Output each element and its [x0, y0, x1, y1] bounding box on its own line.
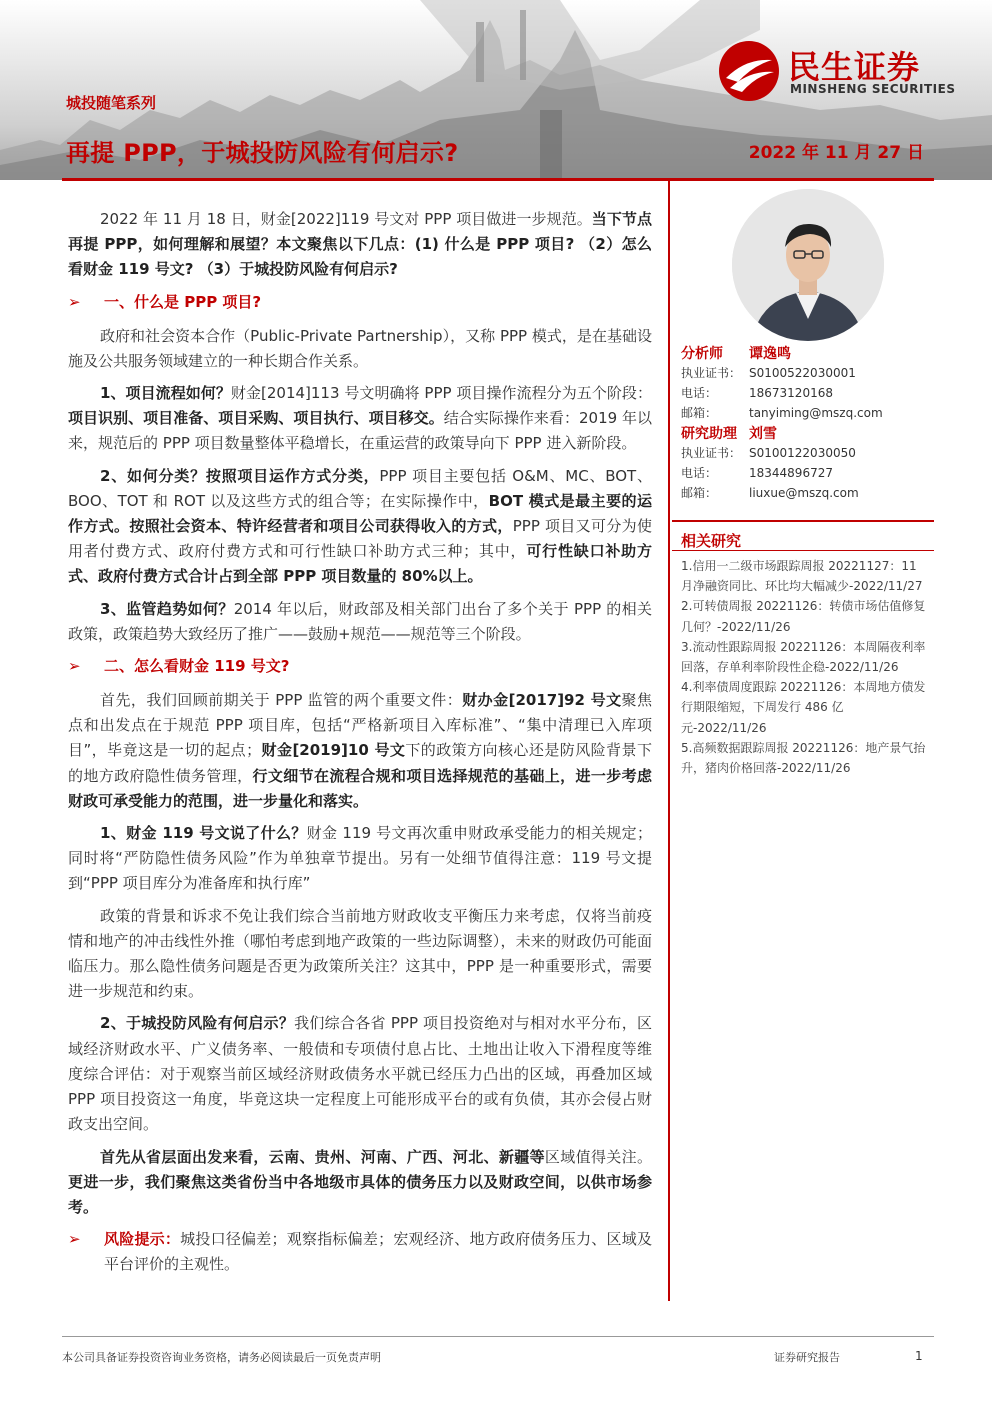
footer-disclaimer: 本公司具备证券投资咨询业务资格，请务必阅读最后一页免责声明 [62, 1351, 381, 1364]
related-item[interactable]: 3.流动性跟踪周报 20221126：本周隔夜利率回落，存单利率阶段性企稳-2022/11/26 [681, 639, 926, 675]
minsheng-logo [716, 38, 966, 108]
risk-warning: ➢ 风险提示：城投口径偏差；观察指标偏差；宏观经济、地方政府债务压力、区域及平台评价的主观性。 [68, 1227, 652, 1277]
related-item[interactable]: 2.可转债周报 20221126：转债市场估值修复几何？-2022/11/26 [681, 599, 926, 634]
analyst-1-name: 谭逸鸣 [749, 346, 791, 362]
paragraph: 2、如何分类？按照项目运作方式分类，PPP 项目主要包括 O&M、MC、BOT、BOO、TOT 和 ROT 以及这些方式的组合等；在实际操作中，BOT 模式是最主要的运作方式。按照社会资本、特许经营者和项目公司获得收入的方式，PPP 项目又可分为使用者付费方式、政府付费方式和可行性缺口补助方式三种；其中，可行性缺口补助方式、政府付费方式合计占到全部 PPP 项目数量的 80%以上。 [68, 466, 652, 586]
paragraph: 1、项目流程如何？财金[2014]113 号文明确将 PPP 项目操作流程分为五个阶段：项目识别、项目准备、项目采购、项目执行、项目移交。结合实际操作来看：2019 年以来，规范后的 PPP 项目数量整体平稳增长，在重运营的政策导向下 PPP 进入新阶段。 [68, 384, 652, 453]
logo-text-cn: 民生证券 [788, 48, 921, 86]
header-divider [62, 178, 934, 181]
arrow-bullet-icon: ➢ [68, 657, 81, 676]
analyst-1-mail-row: 邮箱： tanyiming@mszq.com [681, 406, 883, 420]
section-heading-1: ➢ 一、什么是 PPP 项目? [68, 290, 652, 315]
footer-divider [62, 1336, 934, 1337]
analyst-1-tel-row: 电话： 18673120168 [681, 386, 833, 400]
analyst-2-cert-row: 执业证书： S0100122030050 [681, 446, 856, 460]
analyst-1-cert-row: 执业证书： S0100522030001 [681, 366, 856, 380]
related-research-list [681, 556, 929, 778]
page-number: 1 [915, 1349, 923, 1363]
arrow-bullet-icon: ➢ [68, 1230, 81, 1249]
analyst-2-name: 刘雪 [749, 426, 777, 442]
related-divider [672, 520, 934, 522]
analyst-2-name-row: 研究助理 刘雪 [681, 426, 777, 442]
analyst-portrait-image [732, 189, 884, 341]
intro-paragraph: 2022 年 11 月 18 日，财金[2022]119 号文对 PPP 项目做进一步规范。当下节点再提 PPP，如何理解和展望？本文聚焦以下几点：(1) 什么是 PPP 项目? （2）怎么看财金 119 号文? （3）于城投防风险有何启示? [68, 210, 652, 279]
related-item[interactable]: 1.信用一二级市场跟踪周报 20221127：11 月净融资同比、环比均大幅减少-2022/11/27 [681, 559, 923, 594]
paragraph: 3、监管趋势如何？2014 年以后，财政部及相关部门出台了多个关于 PPP 的相关政策，政策趋势大致经历了推广——鼓励+规范——规范等三个阶段。 [68, 599, 652, 643]
analyst-1-email-link[interactable]: tanyiming@mszq.com [749, 406, 883, 420]
paragraph: 首先从省层面出发来看，云南、贵州、河南、广西、河北、新疆等区域值得关注。更进一步，我们聚焦这类省份当中各地级市具体的债务压力以及财政空间，以供市场参考。 [68, 1147, 652, 1216]
analyst-2-mail-row: 邮箱： liuxue@mszq.com [681, 486, 859, 500]
analyst-2-tel-row: 电话： 18344896727 [681, 466, 833, 480]
paragraph: 政策的背景和诉求不免让我们综合当前地方财政收支平衡压力来考虑，仅将当前疫情和地产的冲击线性外推（哪怕考虑到地产政策的一些边际调整），未来的财政仍可能面临压力。那么隐性债务问题是否更为政策所关注？这其中，PPP 是一种重要形式，需要进一步规范和约束。 [68, 906, 652, 1001]
paragraph: 政府和社会资本合作（Public-Private Partnership），又称 PPP 模式，是在基础设施及公共服务领域建立的一种长期合作关系。 [68, 326, 652, 370]
main-body [68, 207, 652, 1278]
analyst-photo [732, 189, 884, 341]
minsheng-logo-mark-icon [716, 38, 782, 104]
analyst-2-email-link[interactable]: liuxue@mszq.com [749, 486, 859, 500]
report-date: 2022 年 11 月 27 日 [748, 143, 924, 163]
section-heading-2: ➢ 二、怎么看财金 119 号文? [68, 654, 652, 679]
paragraph: 2、于城投防风险有何启示？我们综合各省 PPP 项目投资绝对与相对水平分布，区域经济财政水平、广义债务率、一般债和专项债付息占比、土地出让收入下滑程度等维度综合评估：对于观察当前区域经济财政债务水平就已经压力凸出的区域，再叠加区域 PPP 项目投资这一角度，毕竟这块一定程度上可能形成平台的或有负债，其亦会侵占财政支出空间。 [68, 1014, 652, 1134]
report-title: 再提 PPP，于城投防风险有何启示? [66, 139, 459, 167]
report-series-label: 城投随笔系列 [66, 94, 157, 112]
paragraph: 1、财金 119 号文说了什么？财金 119 号文再次重申财政承受能力的相关规定；同时将“严防隐性债务风险”作为单独章节提出。另有一处细节值得注意：119 号文提到“PPP 项目库分为准备库和执行库” [68, 824, 652, 893]
footer-report-type: 证券研究报告 [774, 1351, 840, 1364]
related-divider-thin [672, 550, 934, 551]
arrow-bullet-icon: ➢ [68, 292, 81, 311]
related-item[interactable]: 4.利率债周度跟踪 20221126：本周地方债发行期限缩短，下周发行 486 亿元-2022/11/26 [681, 680, 926, 735]
column-divider [668, 181, 670, 1301]
logo-text-en: MINSHENG SECURITIES [790, 82, 956, 96]
paragraph: 首先，我们回顾前期关于 PPP 监管的两个重要文件：财办金[2017]92 号文聚焦点和出发点在于规范 PPP 项目库，包括“严格新项目入库标准”、“集中清理已入库项目”，毕竟这是一切的起点；财金[2019]10 号文下的政策方向核心还是防风险背景下的地方政府隐性债务管理，行文细节在流程合规和项目选择规范的基础上，进一步考虑财政可承受能力的范围，进一步量化和落实。 [68, 691, 652, 810]
risk-label: 风险提示： [104, 1230, 181, 1249]
related-item[interactable]: 5.高频数据跟踪周报 20221126：地产景气抬升，猪肉价格回落-2022/11/26 [681, 740, 926, 776]
analyst-1-name-row: 分析师 谭逸鸣 [681, 346, 791, 362]
related-research-title: 相关研究 [681, 532, 742, 550]
